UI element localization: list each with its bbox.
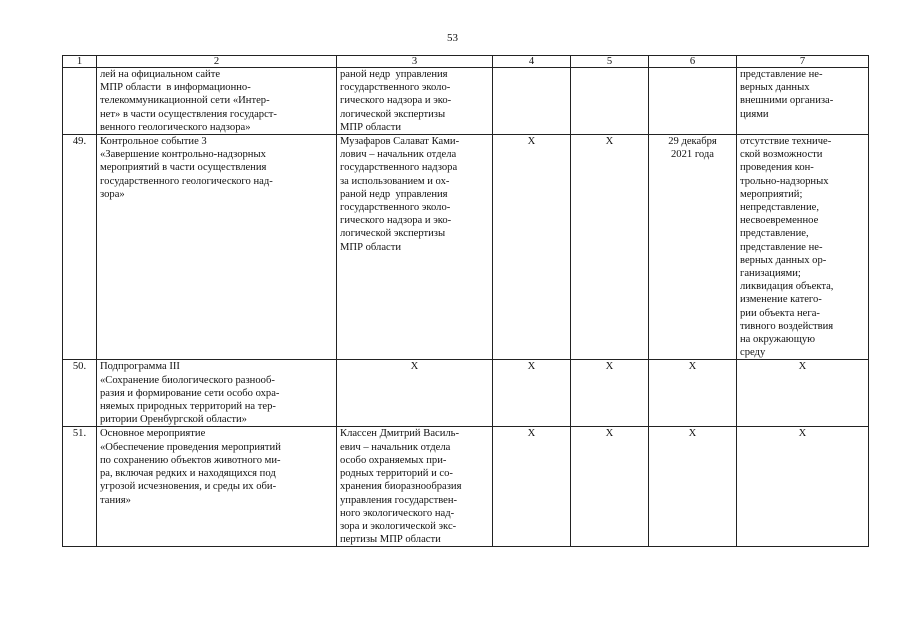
text-line: государственного эколо- (340, 82, 451, 94)
document-table (62, 55, 869, 547)
row-number (63, 68, 97, 135)
activity-name (97, 68, 337, 135)
cell-col5: Х (571, 360, 649, 427)
column-header: 7 (737, 56, 869, 68)
cell-col5 (571, 68, 649, 135)
text-line: «Завершение контрольно-надзорных (100, 149, 266, 161)
text-line: ного экологического над- (340, 507, 455, 519)
text-line: ганизациями; (740, 268, 801, 280)
text-line: изменение катего- (740, 294, 822, 306)
text-line: по сохранению объектов животного ми- (100, 454, 281, 466)
text-line: представление не- (740, 241, 823, 253)
page-number: 53 (447, 32, 458, 44)
deadline (649, 360, 737, 427)
text-line: зора» (100, 188, 125, 200)
activity-name (97, 360, 337, 427)
risk-description (737, 135, 869, 360)
text-line: угрозой исчезновения, и среды их оби- (100, 481, 277, 493)
text-line: телекоммуникационной сети «Интер- (100, 95, 270, 107)
text-line: МПР области в информационно- (100, 82, 251, 94)
column-header: 1 (63, 56, 97, 68)
text-line: Подпрограмма III (100, 361, 180, 373)
responsible-person (337, 135, 493, 360)
text-line: разия и формирование сети особо охра- (100, 387, 280, 399)
text-line: на окружающую (740, 334, 816, 346)
text-line: представление, (740, 228, 809, 240)
risk-description (737, 68, 869, 135)
text-line: Х (410, 361, 419, 373)
row-number: 51. (63, 427, 97, 547)
text-line: ликвидация объекта, (740, 281, 834, 293)
cell-col4: Х (493, 427, 571, 547)
deadline (649, 135, 737, 360)
text-line: представление не- (740, 69, 823, 80)
text-line: пертизы МПР области (340, 534, 441, 546)
row-number: 49. (63, 135, 97, 360)
text-line: лей на официальном сайте (100, 69, 221, 80)
activity-name (97, 427, 337, 547)
text-line: проведения кон- (740, 162, 814, 174)
text-line: «Обеспечение проведения мероприятий (100, 441, 281, 453)
table-row (63, 427, 869, 547)
text-line: логической экспертизы (340, 108, 446, 120)
column-header: 5 (571, 56, 649, 68)
text-line: Х (688, 361, 697, 373)
text-line: непредставление, (740, 202, 819, 214)
activity-name (97, 135, 337, 360)
text-line: венного геологического надзора» (100, 121, 251, 133)
text-line: МПР области (340, 241, 402, 253)
cell-col4: Х (493, 135, 571, 360)
column-header: 6 (649, 56, 737, 68)
risk-description (737, 427, 869, 547)
column-header: 2 (97, 56, 337, 68)
text-line: мероприятий в части осуществления (100, 162, 267, 174)
cell-col4 (493, 68, 571, 135)
text-line: няемых природных территорий на тер- (100, 401, 276, 413)
text-line: государственного эколо- (340, 202, 451, 214)
text-line: Основное мероприятие (100, 428, 206, 440)
column-header: 4 (493, 56, 571, 68)
text-line: за использованием и ох- (340, 175, 450, 187)
text-line: государственного надзора (340, 162, 458, 174)
text-line: ра, включая редких и находящихся под (100, 468, 276, 480)
text-line: Классен Дмитрий Василь- (340, 428, 460, 440)
text-line: управления государствен- (340, 494, 458, 506)
text-line: раной недр управления (340, 69, 448, 80)
text-line: гического надзора и эко- (340, 95, 452, 107)
text-line: МПР области (340, 121, 402, 133)
text-line: ской возможности (740, 149, 823, 161)
column-header: 3 (337, 56, 493, 68)
text-line: Х (798, 361, 807, 373)
text-line: отсутствие техниче- (740, 136, 832, 148)
text-line: внешними организа- (740, 95, 834, 107)
text-line: ритории Оренбургской области» (100, 414, 247, 426)
text-line: родных территорий и со- (340, 468, 453, 480)
text-line: тания» (100, 494, 131, 506)
text-line: несвоевременное (740, 215, 819, 227)
text-line: верных данных ор- (740, 254, 827, 266)
text-line: хранения биоразнообразия (340, 481, 462, 493)
text-line: гического надзора и эко- (340, 215, 452, 227)
text-line: особо охраняемых при- (340, 454, 447, 466)
responsible-person (337, 360, 493, 427)
text-line: зора и экологической экс- (340, 520, 457, 532)
deadline (649, 427, 737, 547)
table-header-row (63, 56, 869, 68)
text-line: 2021 года (670, 149, 714, 161)
text-line: государственного геологического над- (100, 175, 273, 187)
cell-col5: Х (571, 427, 649, 547)
text-line: верных данных (740, 82, 810, 94)
text-line: Музафаров Салават Ками- (340, 136, 460, 148)
text-line: рии объекта нега- (740, 307, 820, 319)
text-line: Контрольное событие 3 (100, 136, 207, 148)
text-line: 29 декабря (668, 136, 717, 148)
text-line: нет» в части осуществления государст- (100, 108, 277, 120)
text-line: циями (740, 108, 769, 120)
cell-col5: Х (571, 135, 649, 360)
text-line: тивного воздействия (740, 320, 834, 332)
text-line: лович – начальник отдела (340, 149, 457, 161)
text-line: «Сохранение биологического разнооб- (100, 374, 275, 386)
table-row (63, 68, 869, 135)
text-line: раной недр управления (340, 188, 448, 200)
row-number: 50. (63, 360, 97, 427)
cell-col4: Х (493, 360, 571, 427)
text-line: среду (740, 347, 766, 359)
text-line: трольно-надзорных (740, 175, 829, 187)
text-line: логической экспертизы (340, 228, 446, 240)
table-row (63, 360, 869, 427)
text-line: мероприятий; (740, 188, 803, 200)
deadline (649, 68, 737, 135)
text-line: Х (688, 428, 697, 440)
responsible-person (337, 427, 493, 547)
responsible-person (337, 68, 493, 135)
table-row (63, 135, 869, 360)
text-line: Х (798, 428, 807, 440)
text-line: евич – начальник отдела (340, 441, 451, 453)
risk-description (737, 360, 869, 427)
